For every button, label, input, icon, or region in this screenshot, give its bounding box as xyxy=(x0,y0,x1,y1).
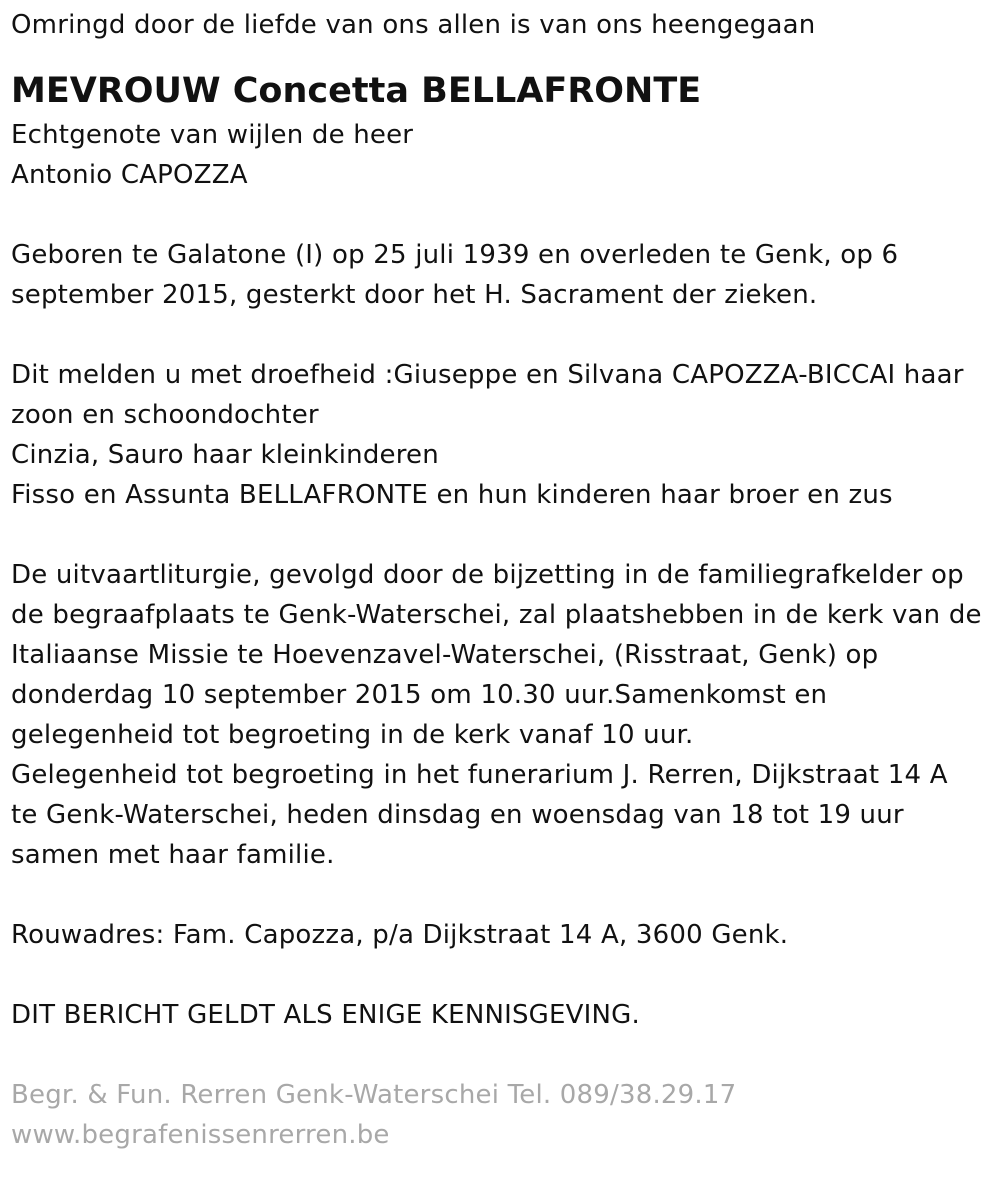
paragraph-line: Gelegenheid tot begroeting in het funerarium J. Rerren, Dijkstraat 14 A xyxy=(11,760,948,790)
spouse-line: Antonio CAPOZZA xyxy=(11,160,248,190)
paragraph-line: De uitvaartliturgie, gevolgd door de bijzetting in de familiegrafkelder op xyxy=(11,560,964,590)
paragraph-line: te Genk-Waterschei, heden dinsdag en woensdag van 18 tot 19 uur xyxy=(11,800,904,830)
deceased-name: MEVROUW Concetta BELLAFRONTE xyxy=(11,71,702,111)
paragraph-line: Fisso en Assunta BELLAFRONTE en hun kinderen haar broer en zus xyxy=(11,480,893,510)
paragraph-line: september 2015, gesterkt door het H. Sacrament der zieken. xyxy=(11,280,818,310)
intro-line: Omringd door de liefde van ons allen is van ons heengegaan xyxy=(11,10,816,40)
family-paragraph xyxy=(11,355,991,515)
spouse-line: Echtgenote van wijlen de heer xyxy=(11,120,414,150)
funeral-paragraph xyxy=(11,555,991,875)
paragraph-line: Geboren te Galatone (I) op 25 juli 1939 en overleden te Genk, op 6 xyxy=(11,240,899,270)
paragraph-line: donderdag 10 september 2015 om 10.30 uur.Samenkomst en xyxy=(11,680,828,710)
mourning-address: Rouwadres: Fam. Capozza, p/a Dijkstraat 14 A, 3600 Genk. xyxy=(11,920,789,950)
funeral-home-footer xyxy=(11,1075,991,1155)
closing-statement: DIT BERICHT GELDT ALS ENIGE KENNISGEVING. xyxy=(11,1000,640,1030)
spouse-block xyxy=(11,115,991,195)
paragraph-line: gelegenheid tot begroeting in de kerk vanaf 10 uur. xyxy=(11,720,694,750)
paragraph-line: samen met haar familie. xyxy=(11,840,335,870)
funeral-home-website: www.begrafenissenrerren.be xyxy=(11,1120,390,1150)
funeral-home-contact: Begr. & Fun. Rerren Genk-Waterschei Tel. 089/38.29.17 xyxy=(11,1080,737,1110)
paragraph-line: Italiaanse Missie te Hoevenzavel-Waterschei, (Risstraat, Genk) op xyxy=(11,640,879,670)
death-notice xyxy=(11,0,991,1155)
paragraph-line: Dit melden u met droefheid :Giuseppe en Silvana CAPOZZA-BICCAI haar xyxy=(11,360,964,390)
address-paragraph xyxy=(11,915,991,955)
birth-death-paragraph xyxy=(11,235,991,315)
closing-paragraph xyxy=(11,995,991,1035)
paragraph-line: Cinzia, Sauro haar kleinkinderen xyxy=(11,440,439,470)
paragraph-line: zoon en schoondochter xyxy=(11,400,319,430)
paragraph-line: de begraafplaats te Genk-Waterschei, zal plaatshebben in de kerk van de xyxy=(11,600,982,630)
